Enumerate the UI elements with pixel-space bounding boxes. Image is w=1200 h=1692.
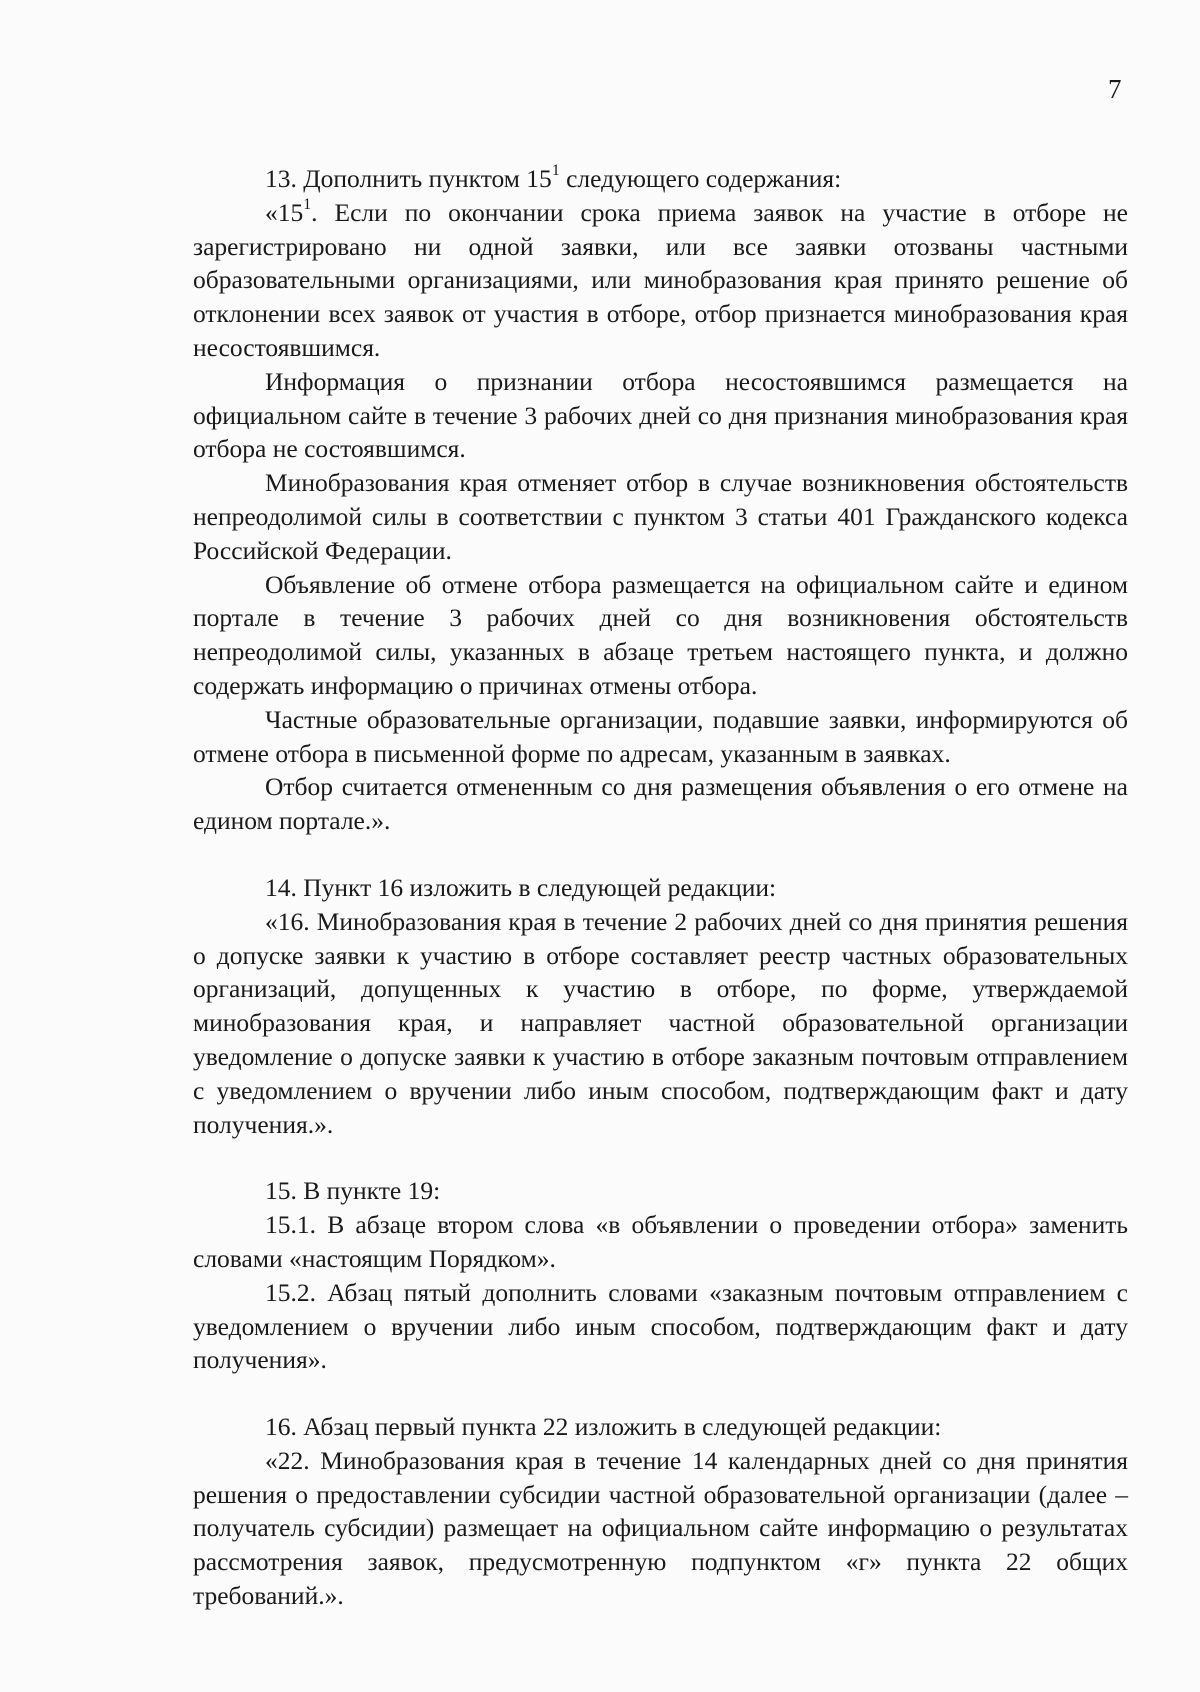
superscript: 1 [551,162,560,180]
section-spacer [193,1141,1128,1174]
section-13-heading-tail: следующего содержания: [559,164,842,193]
paragraph-text: . Если по окончании срока приема заявок на участие в отборе не зарегистрировано ни одной заявки, или все заявки отозваны частными образовательными организациями, или минобразования края принято решение об отклонении всех заявок от участия в отборе, отбор признается минобразования края несостоявшимся. [193,197,1128,362]
section-14-heading: 14. Пункт 16 изложить в следующей редакции: [265,872,777,902]
paragraph-open: «15 [265,197,304,227]
section-13-paragraph-3: Минобразования края отменяет отбор в случае возникновения обстоятельств непреодолимой силы в соответствии с пунктом 3 статьи 401 Гражданского кодекса Российской Федерации. [193,468,1128,565]
section-15-paragraph-2: 15.2. Абзац пятый дополнить словами «заказным почтовым отправлением с уведомлением о вручении либо иным способом, подтверждающим факт и дату получения». [193,1277,1128,1375]
section-16-heading: 16. Абзац первый пункта 22 изложить в следующей редакции: [265,1412,942,1442]
section-spacer [193,838,1128,871]
section-13-paragraph-1 [193,196,1128,365]
section-13-heading-text: 13. Дополнить пунктом 15 [265,164,552,193]
document-body [193,162,1128,1613]
page-number: 7 [1108,74,1122,104]
section-13-paragraph-2: Информация о признании отбора несостоявшимся размещается на официальном сайте в течение 3 рабочих дней со дня признания минобразования края отбора не состоявшимся. [193,366,1128,464]
section-spacer [193,1377,1128,1410]
section-13-paragraph-5: Частные образовательные организации, подавшие заявки, информируются об отмене отбора в письменной форме по адресам, указанным в заявках. [193,704,1128,768]
section-13-heading [193,162,1128,196]
section-14-paragraph-1: «16. Минобразования края в течение 2 рабочих дней со дня принятия решения о допуске заявки к участию в отборе составляет реестр частных образовательных организаций, допущенных к участию в отборе, по форме, утверждаемой минобразования края, и направляет частной образовательной организации уведомление о допуске заявки к участию в отборе заказным почтовым отправлением с уведомлением о вручении либо иным способом, подтверждающим факт и дату получения.». [193,906,1128,1139]
superscript: 1 [303,195,312,213]
section-15-heading: 15. В пункте 19: [265,1176,441,1206]
section-16-paragraph-1: «22. Минобразования края в течение 14 календарных дней со дня принятия решения о предоставлении субсидии частной образовательной организации (далее – получатель субсидии) размещает на официальном сайте информацию о результатах рассмотрения заявок, предусмотренную подпунктом «г» пункта 22 общих требований.». [193,1445,1128,1611]
section-15-paragraph-1: 15.1. В абзаце втором слова «в объявлении о проведении отбора» заменить словами «настоящим Порядком». [193,1210,1128,1273]
section-13-paragraph-4: Объявление об отмене отбора размещается на официальном сайте и едином портале в течение 3 рабочих дней со дня возникновения обстоятельств непреодолимой силы, указанных в абзаце третьем настоящего пункта, и должно содержать информацию о причинах отмены отбора. [193,569,1128,700]
section-13-paragraph-6: Отбор считается отмененным со дня размещения объявления о его отмене на едином портале.». [193,772,1128,836]
